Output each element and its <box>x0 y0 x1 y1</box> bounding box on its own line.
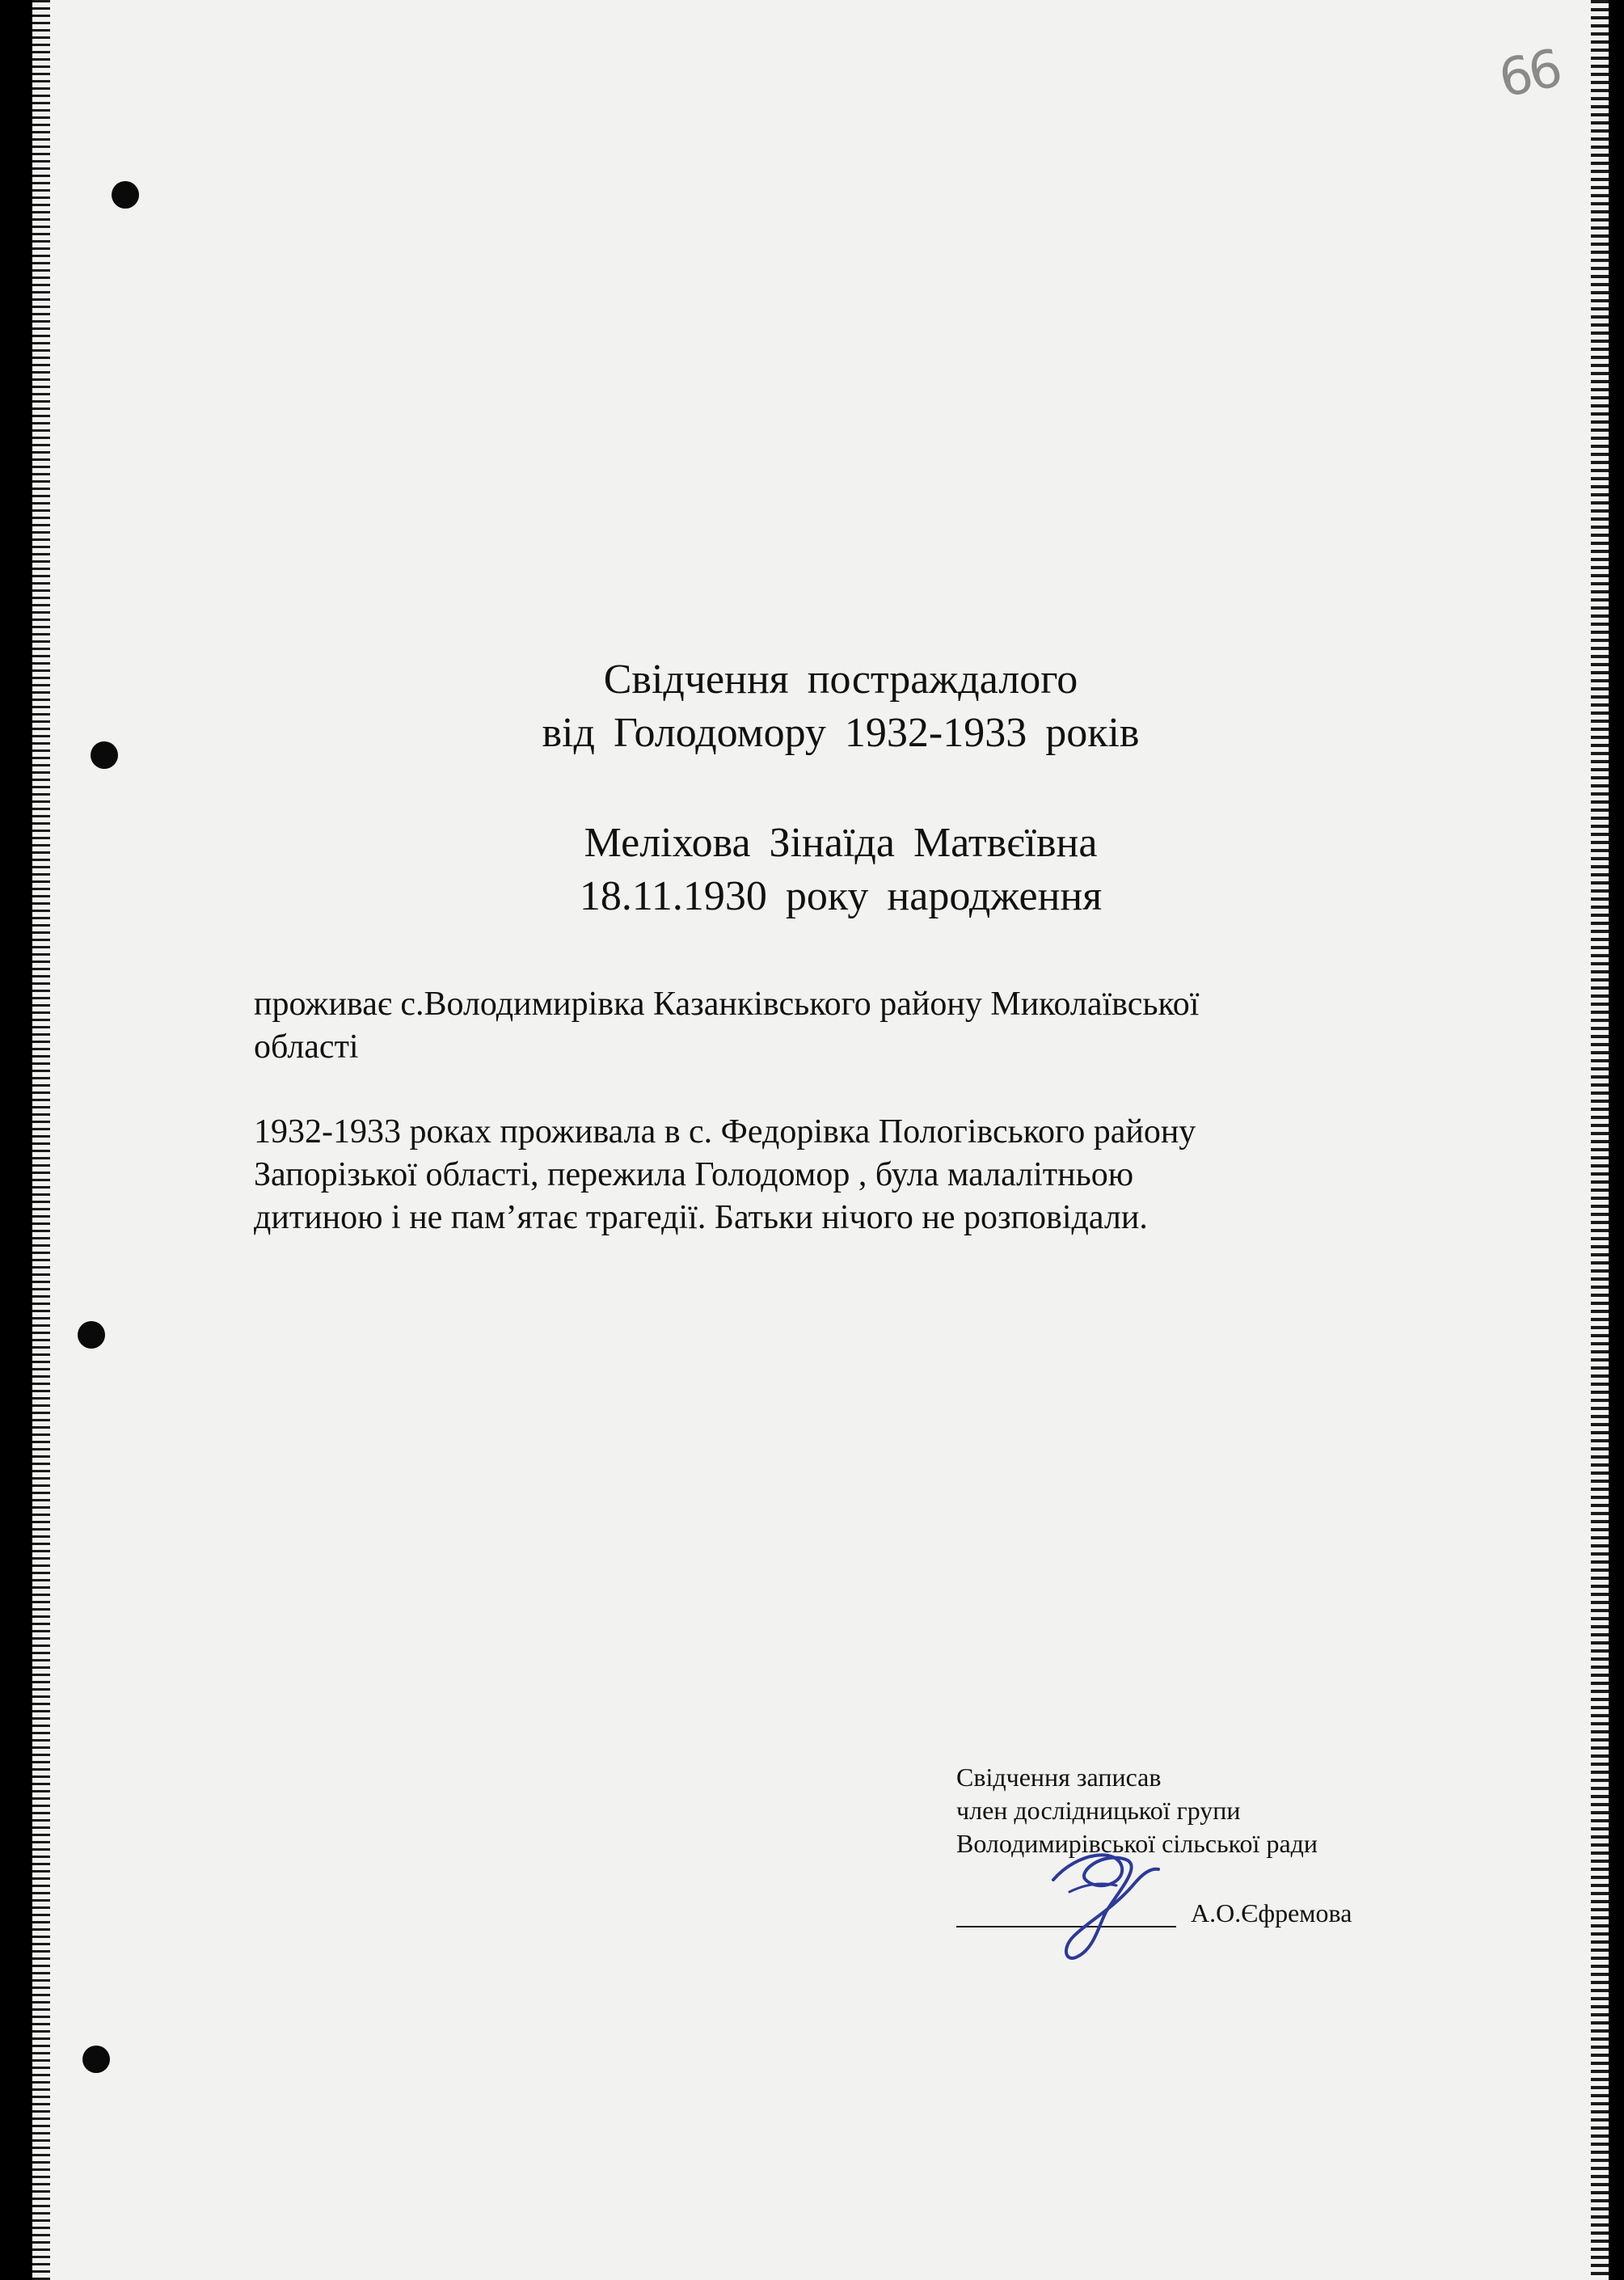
page-number: 66 <box>1494 39 1565 110</box>
document-page <box>32 0 1609 2280</box>
recorder-line-1: Свідчення записав <box>956 1763 1162 1792</box>
recorder-line-2: член дослідницької групи <box>956 1796 1241 1825</box>
recorder-line-3: Володимирівської сільської ради <box>956 1829 1318 1858</box>
testimony-line-2: Запорізької області, пережила Голодомор , була малалітньою <box>254 1156 1134 1193</box>
handwritten-signature-icon <box>1021 1835 1166 1973</box>
recorder-name: А.О.Єфремова <box>1191 1898 1352 1927</box>
testimony-line-3: дитиною і не пам’ятає трагедії. Батьки нічого не розповідали. <box>254 1199 1148 1236</box>
punch-hole-icon <box>82 2046 110 2073</box>
person-birth: 18.11.1930 року народження <box>579 873 1103 919</box>
punch-hole-icon <box>112 181 139 209</box>
title-line-2: від Голодомору 1932-1933 років <box>542 710 1140 756</box>
punch-hole-icon <box>91 741 118 769</box>
residence-line-2: області <box>254 1028 359 1066</box>
testimony-line-1: 1932-1933 роках проживала в с. Федорівка Пологівського району <box>254 1113 1196 1151</box>
residence-paragraph <box>254 983 1418 1069</box>
residence-line-1: проживає с.Володимирівка Казанківського району Миколаївської <box>254 986 1200 1023</box>
perforated-edge-right <box>1591 0 1609 2280</box>
punch-hole-icon <box>78 1321 105 1349</box>
perforated-edge-left <box>32 0 50 2280</box>
person-block <box>275 817 1407 923</box>
person-name: Меліхова Зінаїда Матвєївна <box>584 820 1098 866</box>
document-title <box>275 653 1407 760</box>
testimony-paragraph <box>254 1111 1418 1239</box>
title-line-1: Свідчення постраждалого <box>603 657 1078 703</box>
